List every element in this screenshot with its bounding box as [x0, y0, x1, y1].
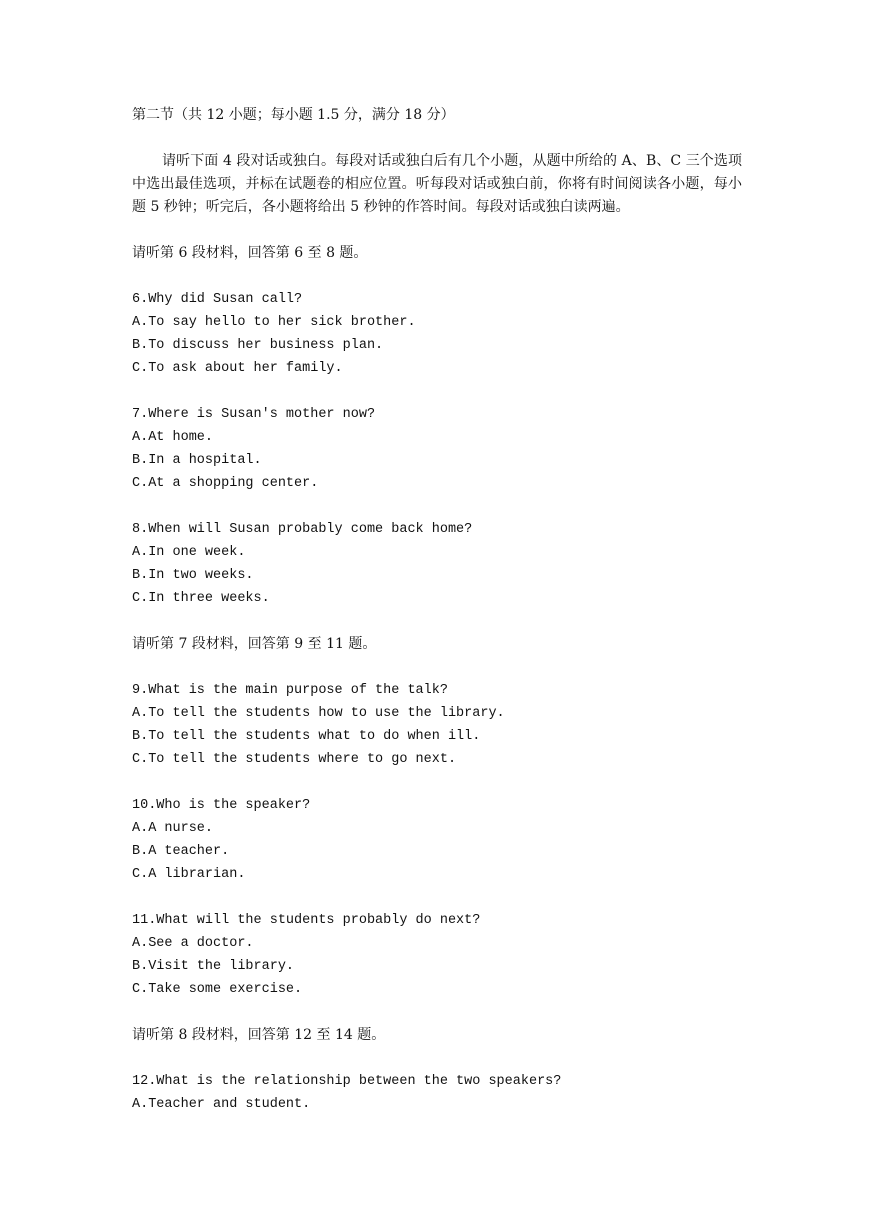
- question-text: 12.What is the relationship between the two speakers?: [132, 1074, 562, 1089]
- option-b: B.To tell the students what to do when ill.: [132, 729, 481, 744]
- option-c: C.Take some exercise.: [132, 982, 303, 997]
- option-a: A.To tell the students how to use the library.: [132, 706, 505, 721]
- question-block: [132, 288, 742, 380]
- question-block: [132, 518, 742, 610]
- question-text: 11.What will the students probably do next?: [132, 913, 481, 928]
- question-text: 7.Where is Susan's mother now?: [132, 407, 376, 422]
- spacer: [132, 219, 742, 242]
- option-a: A.See a doctor.: [132, 936, 254, 951]
- option-b: B.Visit the library.: [132, 959, 295, 974]
- option-c: C.To ask about her family.: [132, 361, 343, 376]
- option-c: C.At a shopping center.: [132, 476, 319, 491]
- question-block: [132, 1070, 742, 1116]
- spacer: [132, 127, 742, 150]
- option-b: B.In two weeks.: [132, 568, 254, 583]
- option-b: B.In a hospital.: [132, 453, 262, 468]
- option-a: A.Teacher and student.: [132, 1097, 311, 1112]
- question-block: [132, 794, 742, 886]
- group-intro: 请听第 7 段材料，回答第 9 至 11 题。: [132, 636, 377, 652]
- option-a: A.To say hello to her sick brother.: [132, 315, 416, 330]
- spacer: [132, 495, 742, 518]
- option-a: A.A nurse.: [132, 821, 214, 836]
- option-c: C.To tell the students where to go next.: [132, 752, 457, 767]
- question-block: [132, 679, 742, 771]
- option-b: B.To discuss her business plan.: [132, 338, 384, 353]
- spacer: [132, 610, 742, 633]
- option-a: A.In one week.: [132, 545, 246, 560]
- question-block: [132, 403, 742, 495]
- spacer: [132, 380, 742, 403]
- option-c: C.In three weeks.: [132, 591, 270, 606]
- group-intro: 请听第 6 段材料，回答第 6 至 8 题。: [132, 245, 368, 261]
- spacer: [132, 1047, 742, 1070]
- spacer: [132, 771, 742, 794]
- spacer: [132, 656, 742, 679]
- question-text: 10.Who is the speaker?: [132, 798, 311, 813]
- option-c: C.A librarian.: [132, 867, 246, 882]
- option-a: A.At home.: [132, 430, 214, 445]
- question-text: 9.What is the main purpose of the talk?: [132, 683, 448, 698]
- spacer: [132, 1001, 742, 1024]
- option-b: B.A teacher.: [132, 844, 230, 859]
- question-block: [132, 909, 742, 1001]
- spacer: [132, 265, 742, 288]
- question-text: 6.Why did Susan call?: [132, 292, 303, 307]
- instructions-paragraph: 请听下面 4 段对话或独白。每段对话或独白后有几个小题，从题中所给的 A、B、C 三个选项中选出最佳选项，并标在试题卷的相应位置。听每段对话或独白前，你将有时间阅读各小题，每小题 5 秒钟；听完后，各小题将给出 5 秒钟的作答时间。每段对话或独白读两遍。: [132, 153, 742, 215]
- question-text: 8.When will Susan probably come back home?: [132, 522, 473, 537]
- section-header: 第二节（共 12 小题；每小题 1.5 分，满分 18 分）: [132, 107, 455, 123]
- document-content: [132, 104, 742, 1116]
- group-intro: 请听第 8 段材料，回答第 12 至 14 题。: [132, 1027, 386, 1043]
- spacer: [132, 886, 742, 909]
